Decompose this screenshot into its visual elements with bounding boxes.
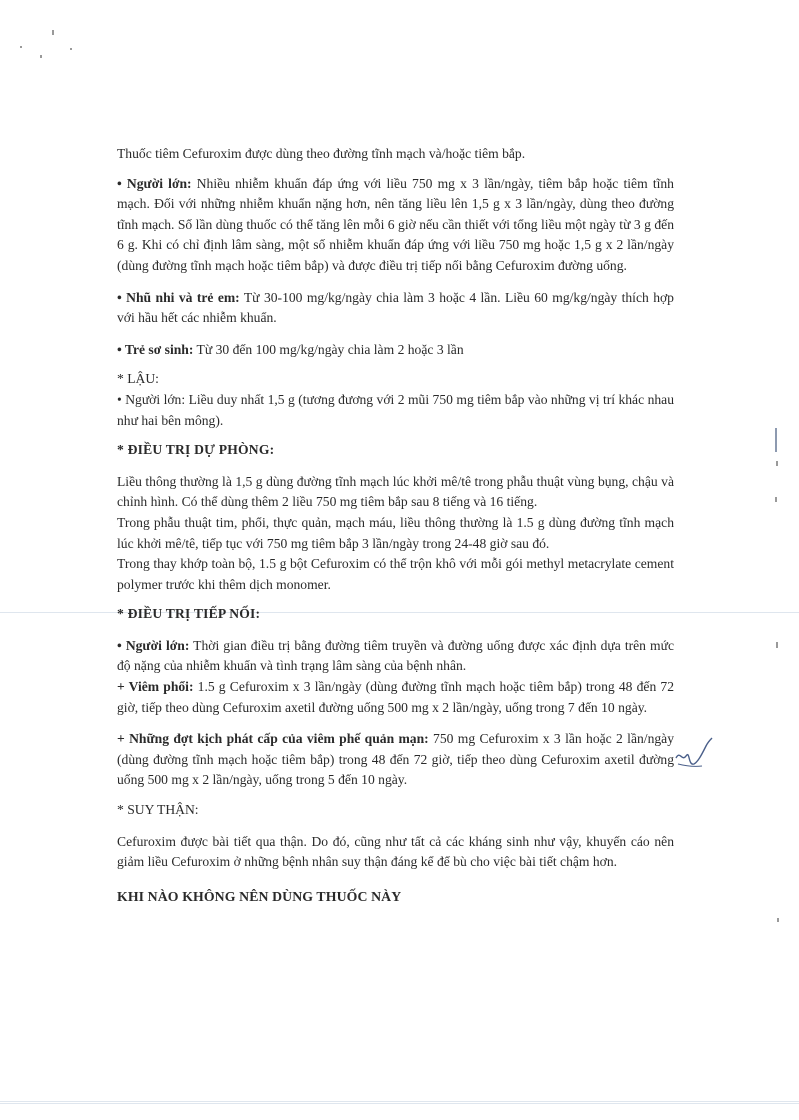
newborn-dosage — [117, 340, 674, 361]
document-body — [117, 144, 674, 907]
scan-mark — [775, 428, 777, 452]
adult-dosage — [117, 174, 674, 277]
scan-speck — [70, 48, 72, 50]
children-label: • Nhũ nhi và trẻ em: — [117, 289, 240, 305]
scan-speck — [775, 497, 777, 502]
scan-speck — [776, 642, 778, 648]
scan-speck — [40, 55, 42, 58]
bronchitis-text: 750 mg Cefuroxim x 3 lần hoặc 2 lần/ngày (dùng đường tĩnh mạch hoặc tiêm bắp) trong 48 đến 72 giờ, tiếp theo dùng Cefuroxim axetil đường uống 500 mg x 2 lần/ngày, uống trong 5 đến 10 ngày. — [117, 731, 674, 788]
pneumonia-text: 1.5 g Cefuroxim x 3 lần/ngày (dùng đường tĩnh mạch hoặc tiêm bắp) trong 48 đến 72 giờ, tiếp theo dùng Cefuroxim axetil đường uống 500 mg x 2 lần/ngày, uống trong 7 đến 10 ngày. — [117, 679, 674, 715]
scan-speck — [776, 461, 778, 466]
gonorrhea-heading: * LẬU: — [117, 371, 159, 387]
children-dosage — [117, 288, 674, 329]
renal-heading: * SUY THẬN: — [117, 802, 199, 818]
newborn-label: • Trẻ sơ sinh: — [117, 341, 194, 357]
scan-speck — [20, 46, 22, 48]
children-text: Từ 30-100 mg/kg/ngày chia làm 3 hoặc 4 lần. Liều 60 mg/kg/ngày thích hợp với hầu hết các nhiễm khuẩn. — [117, 289, 674, 326]
followup-pneumonia — [117, 677, 674, 718]
gonorrhea-text: • Người lớn: Liều duy nhất 1,5 g (tương đương với 2 mũi 750 mg tiêm bắp vào những vị trí khác nhau như hai bên mông). — [117, 391, 674, 428]
handwritten-signature — [672, 736, 716, 772]
pneumonia-label: + Viêm phổi: — [117, 679, 194, 695]
prophylaxis-paragraph-3: Trong thay khớp toàn bộ, 1.5 g bột Cefuroxim có thể trộn khô với mỗi gói methyl metacrylate cement polymer trước khi thêm dịch monomer. — [117, 556, 674, 592]
scan-speck — [52, 30, 54, 35]
followup-heading: * ĐIỀU TRỊ TIẾP NỐI: — [117, 606, 261, 622]
bronchitis-label: + Những đợt kịch phát cấp của viêm phế quản mạn: — [117, 731, 429, 747]
adult-text: Nhiều nhiễm khuẩn đáp ứng với liều 750 mg x 3 lần/ngày, tiêm bắp hoặc tiêm tĩnh mạch. Đối với những nhiễm khuẩn nặng hơn, nên tăng liều lên 1,5 g x 3 lần/ngày, dùng theo đường tĩnh mạch. Số lần dùng thuốc có thể tăng lên mỗi 6 giờ nếu cần thiết với tổng liều một ngày từ 3 g đến 6 g. Khi có chỉ định lâm sàng, một số nhiễm khuẩn đáp ứng với liều 750 mg hoặc 1,5 g x 2 lần/ngày (dùng đường tĩnh mạch hoặc tiêm bắp) và được điều trị tiếp nối bằng Cefuroxim đường uống. — [117, 175, 674, 273]
intro-text: Thuốc tiêm Cefuroxim được dùng theo đường tĩnh mạch và/hoặc tiêm bắp. — [117, 146, 526, 161]
followup-adult-label: • Người lớn: — [117, 637, 190, 653]
contraindication-heading: KHI NÀO KHÔNG NÊN DÙNG THUỐC NÀY — [117, 888, 402, 904]
prophylaxis-paragraph-1: Liều thông thường là 1,5 g dùng đường tĩnh mạch lúc khởi mê/tê trong phẫu thuật vùng bụng, chậu và chỉnh hình. Có thể dùng thêm 2 liều 750 mg tiêm bắp sau 8 tiếng và 16 tiếng. — [117, 473, 674, 510]
scan-line — [0, 1101, 799, 1102]
prophylaxis-heading: * ĐIỀU TRỊ DỰ PHÒNG: — [117, 442, 275, 458]
prophylaxis-paragraph-2: Trong phẫu thuật tim, phổi, thực quản, mạch máu, liều thông thường là 1.5 g dùng đường tĩnh mạch lúc khởi mê/tê, tiếp tục với 750 mg tiêm bắp 3 lần/ngày trong 24-48 giờ sau đó. — [117, 514, 674, 551]
adult-label: • Người lớn: — [117, 175, 192, 191]
scan-line — [0, 1103, 799, 1104]
renal-text: Cefuroxim được bài tiết qua thận. Do đó, cũng như tất cả các kháng sinh như vậy, khuyến cáo nên giảm liều Cefuroxim ở những bệnh nhân suy thận đáng kể để bù cho việc bài tiết chậm hơn. — [117, 833, 674, 870]
followup-bronchitis — [117, 729, 674, 791]
scan-speck — [777, 918, 779, 922]
followup-adult-text: Thời gian điều trị bằng đường tiêm truyền và đường uống được xác định dựa trên mức độ nặng của nhiễm khuẩn và tình trạng lâm sàng của bệnh nhân. — [117, 637, 674, 674]
newborn-text: Từ 30 đến 100 mg/kg/ngày chia làm 2 hoặc 3 lần — [193, 341, 464, 357]
followup-adult — [117, 636, 674, 677]
